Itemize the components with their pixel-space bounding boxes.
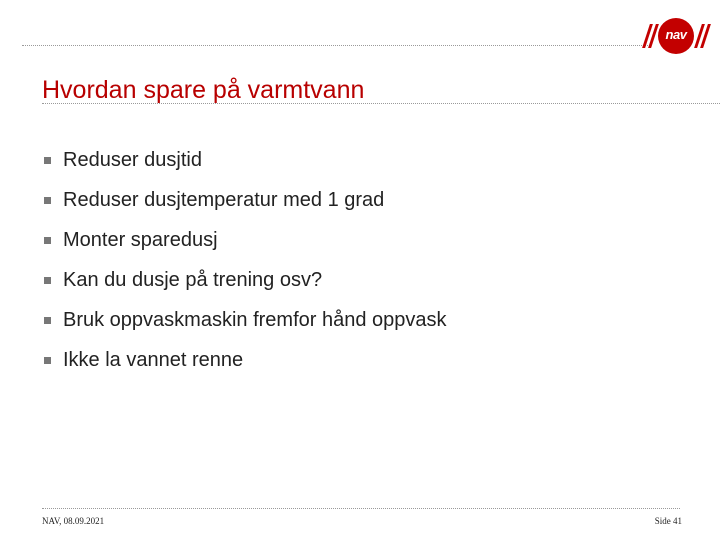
- title-divider: [42, 103, 720, 104]
- list-item: [42, 300, 447, 340]
- bullet-text: Reduser dusjtid: [63, 148, 202, 171]
- bullet-text: Monter sparedusj: [63, 228, 218, 251]
- bullet-text: Kan du dusje på trening osv?: [63, 268, 323, 291]
- square-bullet-icon: [44, 157, 51, 164]
- square-bullet-icon: [44, 317, 51, 324]
- bullet-text: Ikke la vannet renne: [63, 348, 244, 371]
- list-item: [42, 260, 447, 300]
- footer-date: NAV, 08.09.2021: [42, 516, 105, 526]
- logo-wordmark: nav: [665, 27, 687, 42]
- bullet-text: Reduser dusjtemperatur med 1 grad: [63, 188, 385, 211]
- square-bullet-icon: [44, 277, 51, 284]
- list-item: [42, 220, 447, 260]
- logo-disc: [658, 18, 694, 54]
- square-bullet-icon: [44, 237, 51, 244]
- nav-logo-icon: [646, 18, 708, 58]
- list-item: [42, 180, 447, 220]
- square-bullet-icon: [44, 357, 51, 364]
- list-item: [42, 140, 447, 180]
- footer-divider: [42, 508, 680, 509]
- footer-page-number: Side 41: [654, 516, 682, 526]
- bullet-text: Bruk oppvaskmaskin fremfor hånd oppvask: [63, 308, 447, 331]
- square-bullet-icon: [44, 197, 51, 204]
- bullet-list: [42, 140, 447, 380]
- header-divider: [22, 45, 648, 46]
- list-item: [42, 340, 447, 380]
- slide-title: Hvordan spare på varmtvann: [42, 76, 365, 104]
